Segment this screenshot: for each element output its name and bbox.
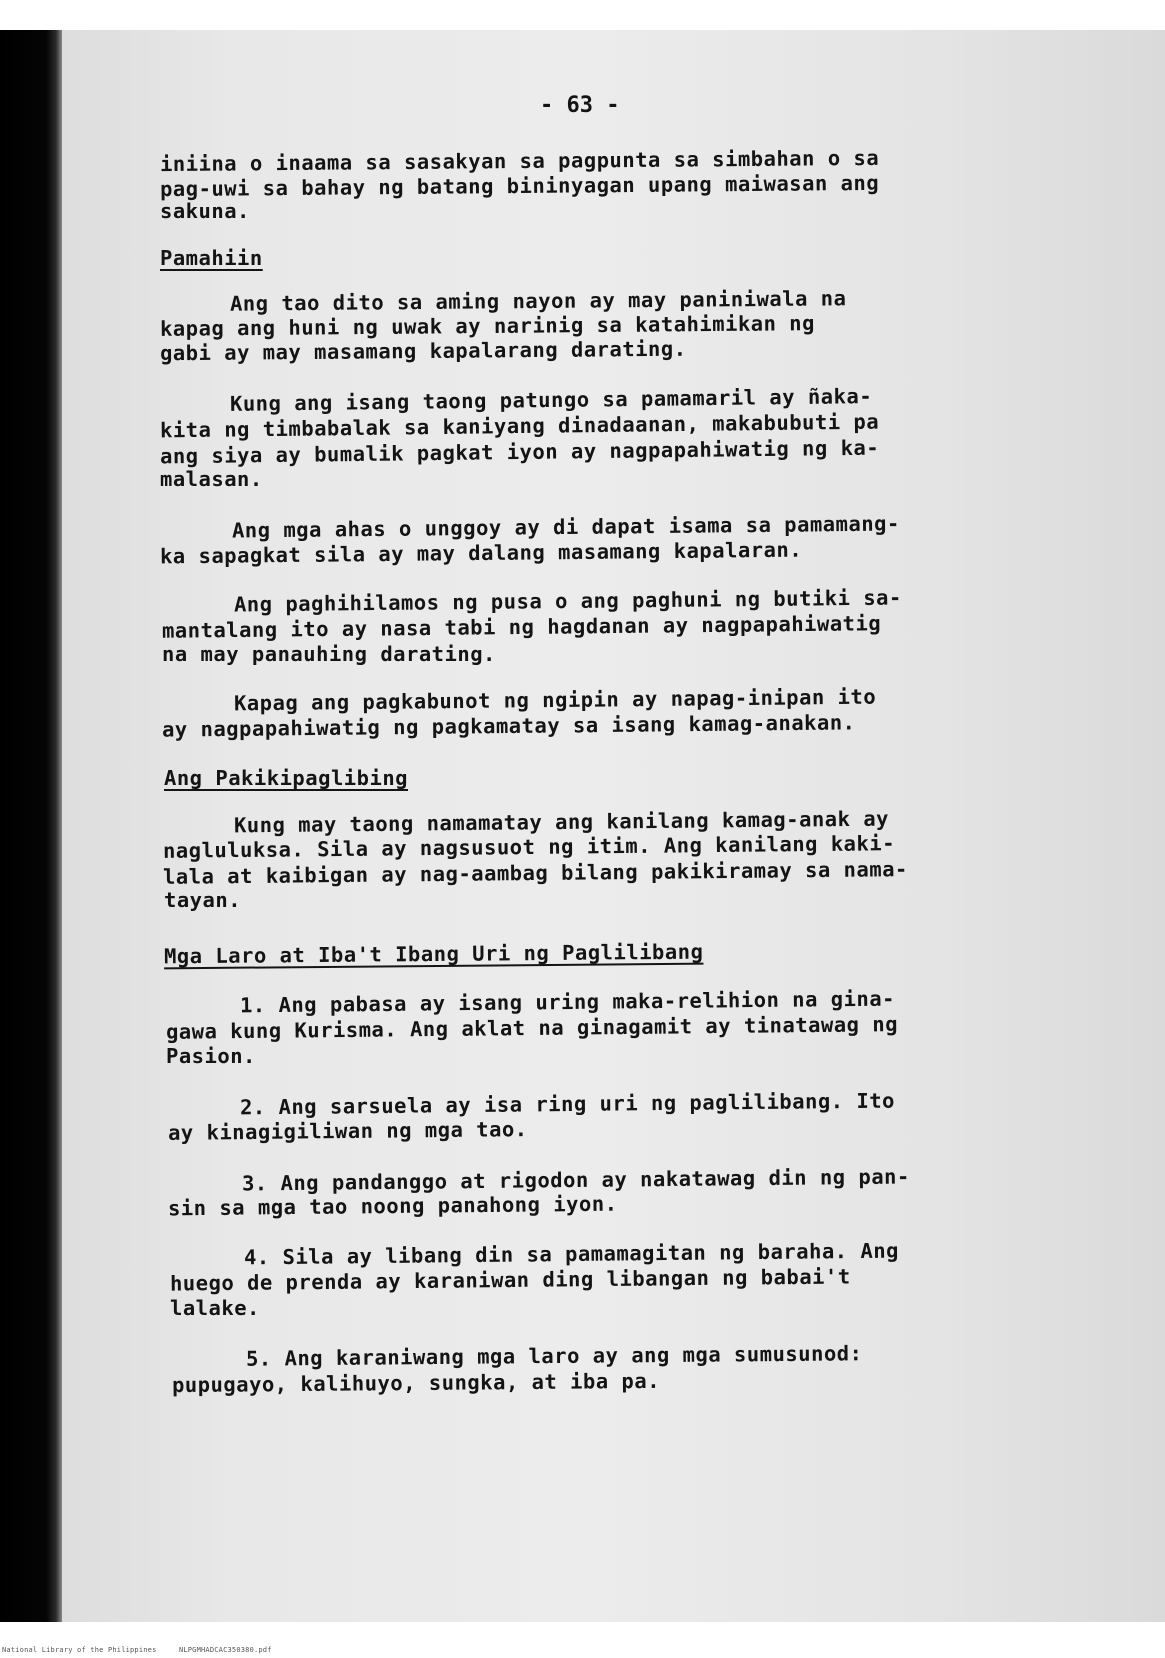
paragraph-line: malasan. (160, 467, 263, 491)
list-item-line: ay kinagigiliwan ng mga tao. (167, 1117, 528, 1145)
list-item-line: lalake. (170, 1296, 260, 1320)
paragraph-line: gabi ay may masamang kapalarang darating. (159, 336, 687, 366)
list-item-line: huego de prenda ay karaniwan ding libangan ng babai't (169, 1264, 851, 1296)
list-item-line: pupugayo, kalihuyo, sungka, at iba pa. (171, 1368, 661, 1398)
footer (2, 1646, 290, 1654)
footer-file-id: NLPGMHADCAC350380.pdf (178, 1646, 272, 1654)
paragraph-line: Kung ang isang taong patungo sa pamamaril ay ñaka- (229, 384, 873, 416)
paragraph-line: ay nagpapahiwatig ng pagkamatay sa isang kamag-anakan. (161, 710, 856, 742)
paragraph-line: Ang paghihilamos ng pusa o ang paghuni ng butiki sa- (233, 585, 902, 617)
paragraph-line: kita ng timbabalak sa kaniyang dinadaanan, makabubuti pa (159, 409, 880, 443)
section-heading-pamahiin: Pamahiin (160, 246, 263, 270)
paragraph-line: Kapag ang pagkabunot ng ngipin ay napag-inipan ito (233, 684, 877, 716)
list-item-line: 4. Sila ay libang din sa pamamagitan ng baraha. Ang (243, 1238, 900, 1270)
list-item-line: 2. Ang sarsuela ay isa ring uri ng paglilibang. Ito (239, 1088, 896, 1120)
list-item-line: 5. Ang karaniwang mga laro ay ang mga sumusunod: (245, 1341, 863, 1371)
section-heading-pakikipaglibing: Ang Pakikipaglibing (164, 766, 408, 790)
list-item-line: Pasion. (166, 1044, 256, 1068)
top-margin (0, 0, 1165, 30)
paragraph-line: nagluluksa. Sila ay nagsusuot ng itim. Ang kanilang kaki- (162, 831, 896, 863)
intro-line: iniina o inaama sa sasakyan sa pagpunta sa simbahan o sa (159, 145, 880, 177)
paragraph-line: Ang mga ahas o unggoy ay di dapat isama sa pamamang- (231, 511, 900, 543)
intro-line: pag-uwi sa bahay ng batang bininyagan upang maiwasan ang (159, 170, 880, 202)
list-item-line: 3. Ang pandanggo at rigodon ay nakatawag din ng pan- (241, 1164, 910, 1196)
paragraph-line: ka sapagkat sila ay may dalang masamang kapalaran. (159, 537, 803, 569)
paragraph-line: na may panauhing darating. (162, 642, 496, 666)
paragraph-line: kapag ang huni ng uwak ay narinig sa katahimikan ng (159, 311, 816, 341)
scan-shadow-edge (0, 30, 62, 1622)
paragraph-line: lala at kaibigan ay nag-aambag bilang pakikiramay sa nama- (162, 857, 908, 889)
page-number: - 63 - (540, 93, 620, 118)
paragraph-line: mantalang ito ay nasa tabi ng hagdanan ay nagpapahiwatig (161, 611, 882, 643)
section-heading-laro: Mga Laro at Iba't Ibang Uri ng Paglilibang (163, 939, 704, 969)
paragraph-line: tayan. (164, 888, 242, 912)
list-item-line: 1. Ang pabasa ay isang uring maka-relihion na gina- (239, 986, 896, 1018)
paragraph-line: Ang tao dito sa aming nayon ay may paniniwala na (229, 286, 847, 316)
list-item-line: sin sa mga tao noong panahong iyon. (167, 1191, 618, 1221)
intro-line: sakuna. (160, 199, 250, 223)
paragraph-line: Kung may taong namamatay ang kanilang kamag-anak ay (233, 806, 890, 838)
paragraph-line: ang siya ay bumalik pagkat iyon ay nagpapahiwatig ng ka- (159, 435, 880, 469)
footer-institution: National Library of the Philippines (2, 1646, 157, 1654)
list-item-line: gawa kung Kurisma. Ang aklat na ginagamit ay tinatawag ng (165, 1012, 899, 1044)
